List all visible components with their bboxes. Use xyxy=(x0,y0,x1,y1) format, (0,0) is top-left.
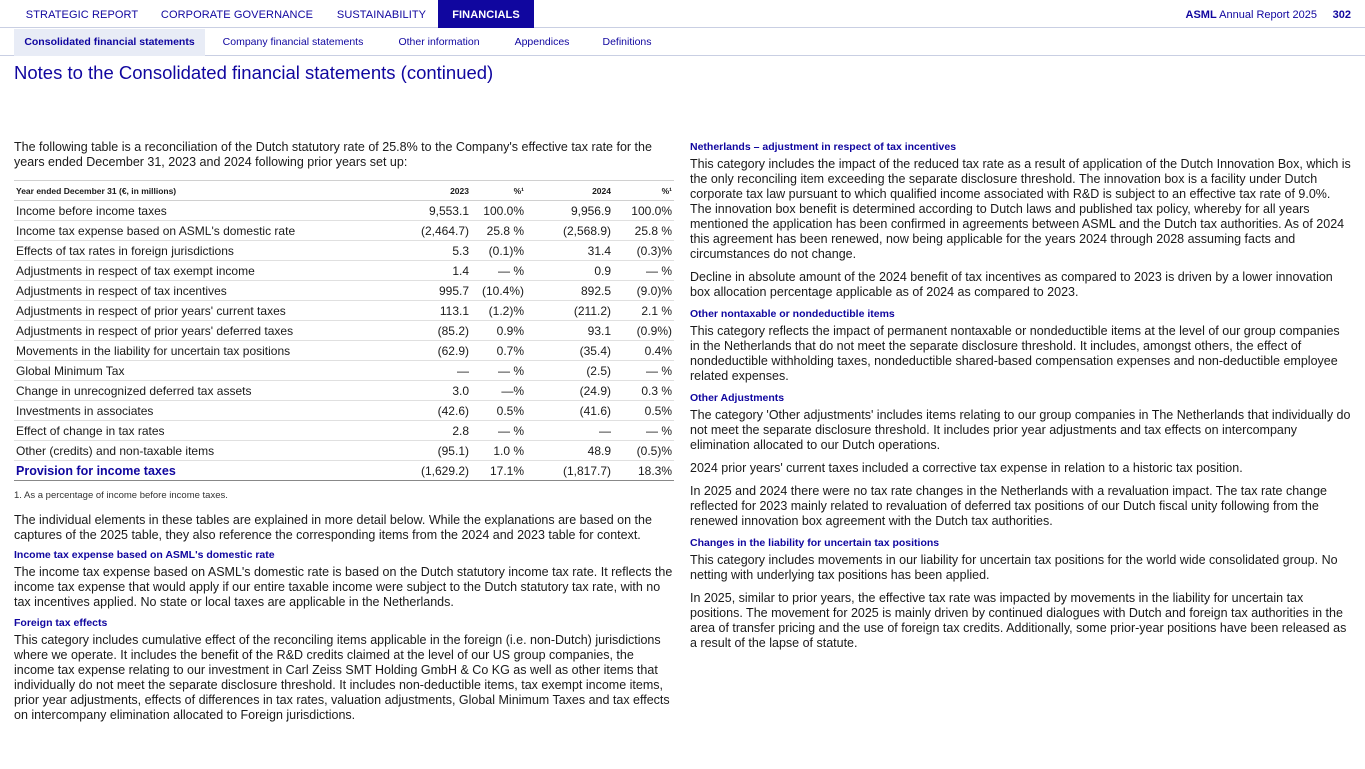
row-value: — % xyxy=(471,361,526,381)
tab-consolidated-financial-statements[interactable]: Consolidated financial statements xyxy=(14,29,205,56)
row-label: Adjustments in respect of tax incentives xyxy=(14,281,404,301)
row-value: (41.6) xyxy=(526,401,613,421)
tab-financials[interactable]: FINANCIALS xyxy=(438,0,534,28)
row-label: Investments in associates xyxy=(14,401,404,421)
row-value: 1.4 xyxy=(404,261,471,281)
top-navigation xyxy=(0,0,1365,28)
heading-other-adjustments: Other Adjustments xyxy=(690,392,785,404)
row-value: 25.8 % xyxy=(613,221,674,241)
heading-domestic-rate: Income tax expense based on ASML's domestic rate xyxy=(14,549,275,561)
row-label: Income tax expense based on ASML's domestic rate xyxy=(14,221,404,241)
row-value: — % xyxy=(471,421,526,441)
row-value: (85.2) xyxy=(404,321,471,341)
row-value: 0.9 xyxy=(526,261,613,281)
uncertain-tax-paragraph: This category includes movements in our liability for uncertain tax positions for the world wide consolidated group. No netting with underlying tax positions has been applied. xyxy=(690,553,1338,582)
row-value: (2,568.9) xyxy=(526,221,613,241)
row-label: Income before income taxes xyxy=(14,201,404,221)
row-value: 2.1 % xyxy=(613,301,674,321)
row-value: 995.7 xyxy=(404,281,471,301)
row-value: — % xyxy=(613,421,674,441)
table-row xyxy=(14,301,674,321)
other-adjustments-paragraph: The category 'Other adjustments' includes items relating to our group companies in The Netherlands that individually do not meet the separate disclosure threshold. It includes prior year adjustments and tax effects on intercompany elimination allocated to our Dutch operations. xyxy=(690,408,1351,452)
row-label: Adjustments in respect of tax exempt income xyxy=(14,261,404,281)
column-header: Year ended December 31 (€, in millions) xyxy=(14,181,404,201)
row-value: (1,629.2) xyxy=(404,461,471,481)
row-value: 0.4% xyxy=(613,341,674,361)
row-value: (62.9) xyxy=(404,341,471,361)
row-value: (10.4%) xyxy=(471,281,526,301)
tab-sustainability[interactable]: SUSTAINABILITY xyxy=(336,9,427,21)
row-value: 5.3 xyxy=(404,241,471,261)
heading-nontaxable-items: Other nontaxable or nondeductible items xyxy=(690,308,895,320)
row-label: Adjustments in respect of prior years' deferred taxes xyxy=(14,321,404,341)
table-row xyxy=(14,241,674,261)
row-value: 0.5% xyxy=(471,401,526,421)
row-value: (1,817.7) xyxy=(526,461,613,481)
prior-years-paragraph: 2024 prior years' current taxes included a corrective tax expense in relation to a historic tax position. xyxy=(690,461,1243,475)
row-value: (0.5)% xyxy=(613,441,674,461)
sub-navigation xyxy=(0,29,1365,56)
row-value: —% xyxy=(471,381,526,401)
row-value: 93.1 xyxy=(526,321,613,341)
table-row xyxy=(14,321,674,341)
row-value: 9,553.1 xyxy=(404,201,471,221)
row-value: 100.0% xyxy=(471,201,526,221)
column-header: %¹ xyxy=(471,181,526,201)
row-label: Effects of tax rates in foreign jurisdictions xyxy=(14,241,404,261)
table-header-row xyxy=(14,181,674,201)
heading-uncertain-tax-positions: Changes in the liability for uncertain tax positions xyxy=(690,537,940,549)
row-label: Effect of change in tax rates xyxy=(14,421,404,441)
row-value: (1.2)% xyxy=(471,301,526,321)
row-value: 31.4 xyxy=(526,241,613,261)
brand-report-title: Annual Report 2025 xyxy=(1219,9,1317,21)
tab-other-information[interactable]: Other information xyxy=(398,36,480,48)
tax-incentives-paragraph: This category includes the impact of the reduced tax rate as a result of application of the Dutch Innovation Box, which is the only reconciling item exceeding the separate disclosure threshold. The innovation box is a facility under Dutch corporate tax law pursuant to which qualified income associated with R&D is subject to an effective tax rate of 9.0%. The innovation box benefit is determined according to Dutch laws and published tax policy, whereby for all years mentioned the application has been confirmed in agreements between ASML and the Dutch tax authorities. As of 2024 this agreement has been renewed, now being applicable for the years 2024 through 2028 assuming facts and circumstances do not change. xyxy=(690,157,1351,261)
right-column xyxy=(690,140,1352,651)
intro-paragraph: The following table is a reconciliation of the Dutch statutory rate of 25.8% to the Company's effective tax rate for the years ended December 31, 2023 and 2024 following prior years set up: xyxy=(14,140,652,169)
row-value: — % xyxy=(471,261,526,281)
tab-appendices[interactable]: Appendices xyxy=(514,36,570,48)
left-column xyxy=(14,140,674,723)
heading-tax-incentives: Netherlands – adjustment in respect of tax incentives xyxy=(690,141,957,153)
row-value: (211.2) xyxy=(526,301,613,321)
uncertain-tax-2025-paragraph: In 2025, similar to prior years, the effective tax rate was impacted by movements in the liability for uncertain tax positions. The movement for 2025 is mainly driven by continued dialogues with Dutch and foreign tax authorities in the area of transfer pricing and the use of foreign tax credits. Additionally, some prior-year positions have been released as a result of the lapse of statute. xyxy=(690,591,1347,650)
table-row xyxy=(14,261,674,281)
column-header: 2023 xyxy=(404,181,471,201)
row-value: 25.8 % xyxy=(471,221,526,241)
domestic-rate-paragraph: The income tax expense based on ASML's domestic rate is based on the Dutch statutory income tax rate. It reflects the income tax expense that would apply if our entire taxable income were subject to the Dutch statutory tax rate, with no tax incentives applied. No state or local taxes are applicable in the Netherlands. xyxy=(14,565,673,609)
row-value: (2,464.7) xyxy=(404,221,471,241)
row-value: (24.9) xyxy=(526,381,613,401)
row-value: 18.3% xyxy=(613,461,674,481)
row-label: Adjustments in respect of prior years' current taxes xyxy=(14,301,404,321)
row-value: (0.3)% xyxy=(613,241,674,261)
row-value: (0.9%) xyxy=(613,321,674,341)
table-footnote: 1. As a percentage of income before income taxes. xyxy=(14,490,228,501)
column-header: %¹ xyxy=(613,181,674,201)
row-value: 9,956.9 xyxy=(526,201,613,221)
row-value: (42.6) xyxy=(404,401,471,421)
row-label: Other (credits) and non-taxable items xyxy=(14,441,404,461)
row-value: (0.1)% xyxy=(471,241,526,261)
row-value: 3.0 xyxy=(404,381,471,401)
page-number: 302 xyxy=(1332,9,1351,21)
table-row xyxy=(14,201,674,221)
row-value: (2.5) xyxy=(526,361,613,381)
tax-rate-change-paragraph: In 2025 and 2024 there were no tax rate changes in the Netherlands with a revaluation impact. The tax rate change reflected for 2023 mainly related to revaluation of deferred tax positions of our Dutch fiscal unity following from the renewed innovation box agreement with the Dutch tax authorities. xyxy=(690,484,1327,528)
row-label: Movements in the liability for uncertain tax positions xyxy=(14,341,404,361)
row-value: — % xyxy=(613,261,674,281)
row-value: 0.9% xyxy=(471,321,526,341)
row-label: Provision for income taxes xyxy=(14,461,404,481)
report-brand xyxy=(1186,0,1317,30)
row-value: — % xyxy=(613,361,674,381)
tax-incentives-decline-paragraph: Decline in absolute amount of the 2024 benefit of tax incentives as compared to 2023 is driven by a lower innovation box allocation percentage applicable as of 2024 as compared to 2023. xyxy=(690,270,1333,299)
nontaxable-paragraph: This category reflects the impact of permanent nontaxable or nondeductible items at the level of our group companies in the Netherlands that do not meet the separate disclosure threshold. It includes, amongst others, the effect of nondeductible withholding taxes, nondeductible shared-based compensation expenses and non-deductible employee related expenses. xyxy=(690,324,1340,383)
row-value: — xyxy=(404,361,471,381)
row-value: — xyxy=(526,421,613,441)
row-value: (9.0)% xyxy=(613,281,674,301)
table-row xyxy=(14,281,674,301)
row-value: 0.5% xyxy=(613,401,674,421)
elements-paragraph: The individual elements in these tables are explained in more detail below. While the explanations are based on the captures of the 2025 table, they also reference the corresponding items from the 2024 and 2023 table for context. xyxy=(14,513,652,542)
table-row xyxy=(14,341,674,361)
table-total-row xyxy=(14,461,674,481)
row-value: 1.0 % xyxy=(471,441,526,461)
heading-foreign-tax-effects: Foreign tax effects xyxy=(14,617,108,629)
brand-name: ASML xyxy=(1185,9,1217,21)
table-row xyxy=(14,421,674,441)
tab-strategic-report[interactable]: STRATEGIC REPORT xyxy=(25,9,139,21)
tax-reconciliation-table xyxy=(14,180,674,481)
row-label: Change in unrecognized deferred tax assets xyxy=(14,381,404,401)
tab-corporate-governance[interactable]: CORPORATE GOVERNANCE xyxy=(160,9,314,21)
row-value: 0.3 % xyxy=(613,381,674,401)
table-row xyxy=(14,441,674,461)
tab-company-financial-statements[interactable]: Company financial statements xyxy=(222,36,364,48)
table-row xyxy=(14,221,674,241)
row-value: (35.4) xyxy=(526,341,613,361)
row-value: 113.1 xyxy=(404,301,471,321)
row-label: Global Minimum Tax xyxy=(14,361,404,381)
table-row xyxy=(14,381,674,401)
row-value: 100.0% xyxy=(613,201,674,221)
table-row xyxy=(14,361,674,381)
row-value: 17.1% xyxy=(471,461,526,481)
tab-definitions[interactable]: Definitions xyxy=(602,36,652,48)
table-row xyxy=(14,401,674,421)
row-value: 48.9 xyxy=(526,441,613,461)
row-value: 2.8 xyxy=(404,421,471,441)
row-value: 892.5 xyxy=(526,281,613,301)
row-value: 0.7% xyxy=(471,341,526,361)
row-value: (95.1) xyxy=(404,441,471,461)
column-header: 2024 xyxy=(526,181,613,201)
foreign-tax-paragraph: This category includes cumulative effect of the reconciling items applicable in the foreign (i.e. non-Dutch) jurisdictions where we operate. It includes the benefit of the R&D credits claimed at the level of our US group companies, the income tax expense relating to our investment in Carl Zeiss SMT Holding GmbH & Co KG as well as other items that individually do not meet the separate disclosure threshold. It includes non-deductible items, tax exempt income items, prior year adjustments, effects of differences in tax rates, valuation adjustments, Global Minimum Taxes and tax effects on intercompany elimination allocated to Foreign jurisdictions. xyxy=(14,633,670,722)
page-title: Notes to the Consolidated financial statements (continued) xyxy=(14,62,494,83)
